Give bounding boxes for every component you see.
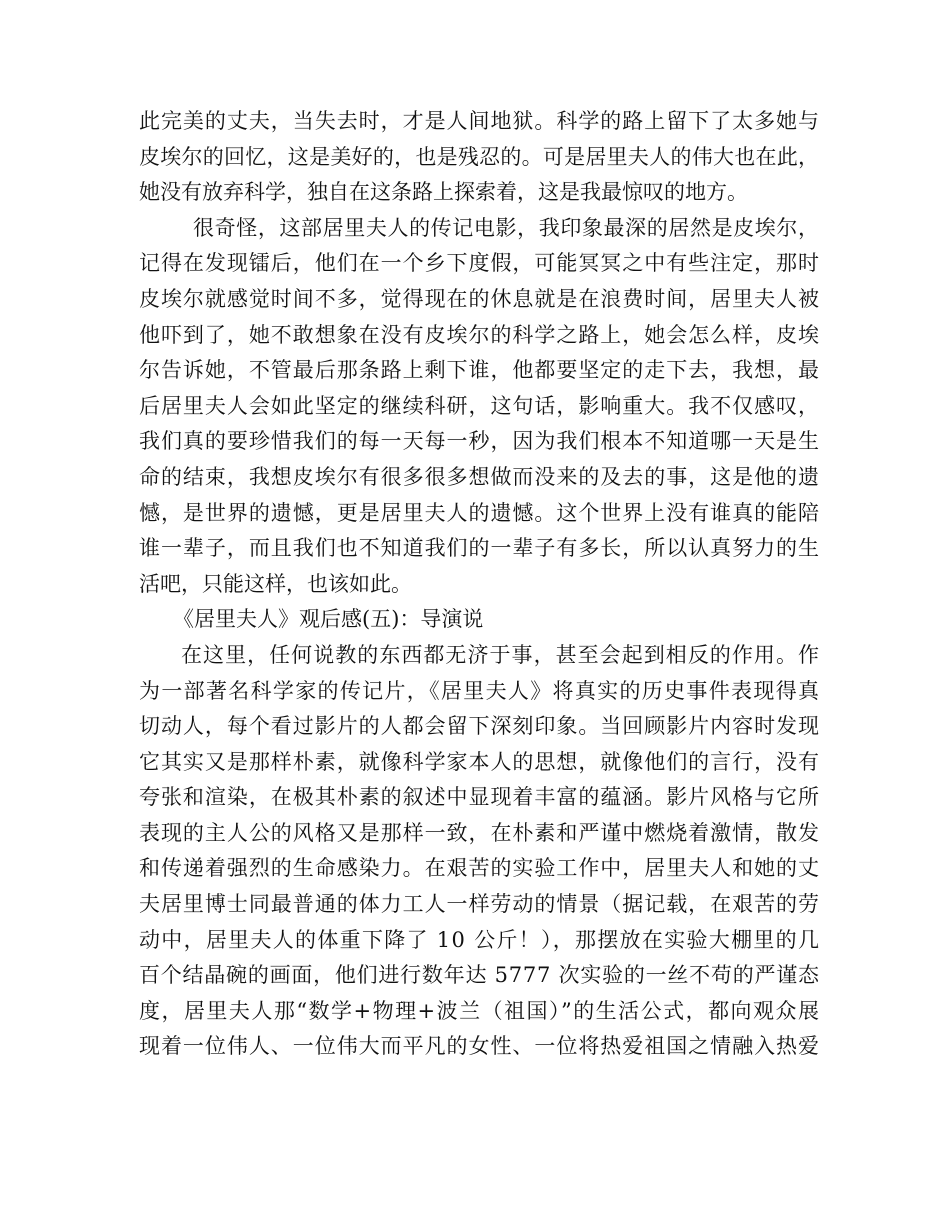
text-line: 它其实又是那样朴素，就像科学家本人的思想，就像他们的言行，没有 [139,749,820,774]
text-line: 很奇怪，这部居里夫人的传记电影，我印象最深的居然是皮埃尔， [193,215,820,240]
text-line: 皮埃尔就感觉时间不多，觉得现在的休息就是在浪费时间，居里夫人被 [139,286,820,311]
text-line: 谁一辈子，而且我们也不知道我们的一辈子有多长，所以认真努力的生 [139,536,820,561]
text-line: 切动人，每个看过影片的人都会留下深刻印象。当回顾影片内容时发现 [139,714,820,739]
text-line: 记得在发现镭后，他们在一个乡下度假，可能冥冥之中有些注定，那时 [139,251,820,276]
body-text [139,104,819,1065]
text-line: 表现的主人公的风格又是那样一致，在朴素和严谨中燃烧着激情，散发 [139,820,820,845]
text-line: 他吓到了，她不敢想象在没有皮埃尔的科学之路上，她会怎么样，皮埃 [139,322,820,347]
text-line: 《居里夫人》观后感(五)：导演说 [173,607,484,632]
text-line: 皮埃尔的回忆，这是美好的，也是残忍的。可是居里夫人的伟大也在此， [139,144,820,169]
text-line: 百个结晶碗的画面，他们进行数年达 5777 次实验的一丝不苟的严谨态 [139,963,820,988]
text-line: 为一部著名科学家的传记片，《居里夫人》将真实的历史事件表现得真 [139,678,821,703]
text-line: 我们真的要珍惜我们的每一天每一秒，因为我们根本不知道哪一天是生 [139,429,820,454]
text-line: 动中，居里夫人的体重下降了 10 公斤！），那摆放在实验大棚里的几 [139,927,821,952]
text-line: 命的结束，我想皮埃尔有很多很多想做而没来的及去的事，这是他的遗 [139,464,820,489]
text-line: 和传递着强烈的生命感染力。在艰苦的实验工作中，居里夫人和她的丈 [139,856,820,881]
text-line: 夸张和渲染，在极其朴素的叙述中显现着丰富的蕴涵。影片风格与它所 [139,785,820,810]
text-line: 现着一位伟人、一位伟大而平凡的女性、一位将热爱祖国之情融入热爱 [139,1034,820,1059]
text-line: 尔告诉她，不管最后那条路上剩下谁，他都要坚定的走下去，我想，最 [139,358,820,383]
text-line: 在这里，任何说教的东西都无济于事，甚至会起到相反的作用。作 [181,642,821,667]
text-line: 活吧，只能这样，也该如此。 [139,571,412,596]
text-line: 度，居里夫人那“数学+物理+波兰（祖国）”的生活公式，都向观众展 [139,998,821,1023]
text-line: 后居里夫人会如此坚定的继续科研，这句话，影响重大。我不仅感叹， [139,393,820,418]
text-line: 夫居里博士同最普通的体力工人一样劳动的情景（据记载，在艰苦的劳 [139,892,820,917]
text-line: 她没有放弃科学，独自在这条路上探索着，这是我最惊叹的地方。 [139,180,748,205]
text-line: 此完美的丈夫，当失去时，才是人间地狱。科学的路上留下了太多她与 [139,109,820,133]
text-line: 憾，是世界的遗憾，更是居里夫人的遗憾。这个世界上没有谁真的能陪 [139,500,820,525]
